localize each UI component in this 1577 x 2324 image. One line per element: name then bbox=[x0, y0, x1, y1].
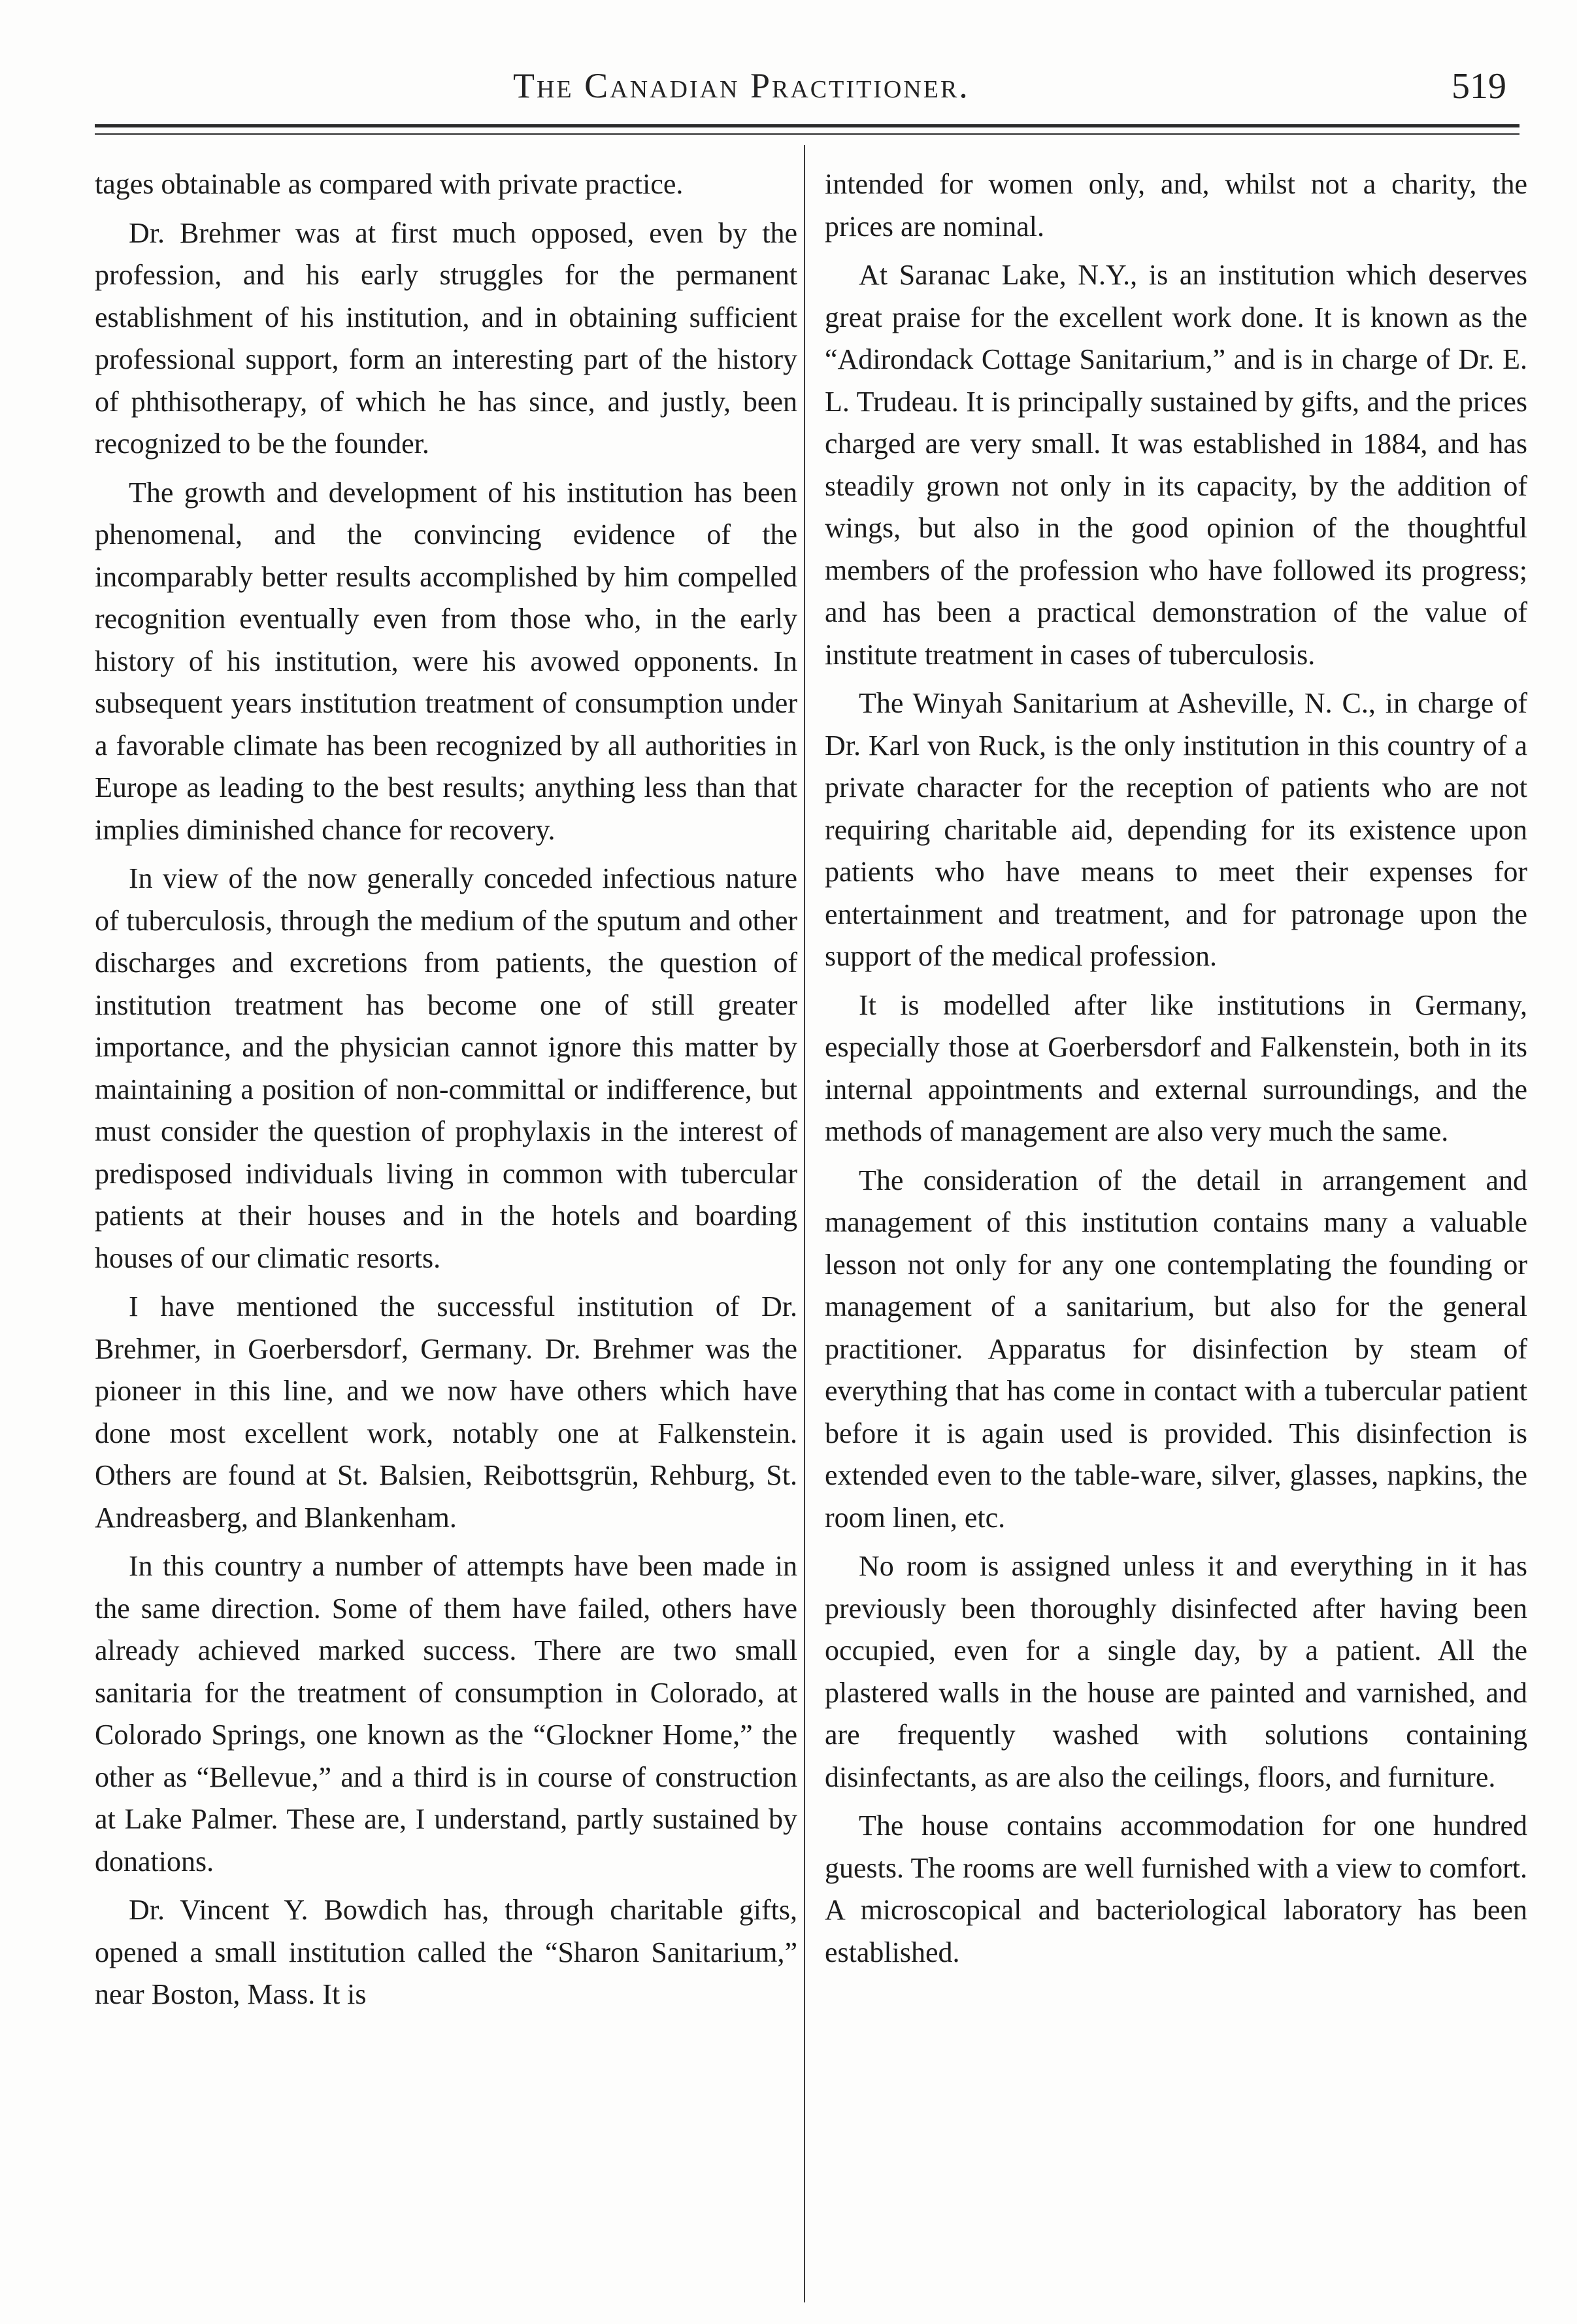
paragraph: Dr. Vincent Y. Bowdich has, through charitable gifts, opened a small institution called the “Sharon Sanitarium,” near Boston, Mass. It is bbox=[95, 1894, 797, 2010]
page-number: 519 bbox=[1452, 66, 1506, 107]
column-divider bbox=[804, 145, 805, 2302]
page-header bbox=[95, 62, 1526, 121]
paragraph: The Winyah Sanitarium at Asheville, N. C., in charge of Dr. Karl von Ruck, is the only institution in this country of a private character for the reception of patients who are not requiring charitable aid, depending for its existence upon patients who have means to meet their expenses for entertainment and treatment, and for patronage upon the support of the medical profession. bbox=[825, 687, 1527, 972]
right-column bbox=[825, 163, 1527, 1980]
paragraph: Dr. Brehmer was at first much opposed, even by the profession, and his early struggles for the permanent establishment of his institution, and in obtaining sufficient professional support, form an interesting part of the history of phthisotherapy, of which he has since, and justly, been recognized to be the founder. bbox=[95, 216, 797, 460]
paragraph: I have mentioned the successful institution of Dr. Brehmer, in Goerbersdorf, Germany. Dr. Brehmer was the pioneer in this line, and we now have others which have done most excellent work, notably one at Falkenstein. Others are found at St. Balsien, Reibottsgrün, Rehburg, St. Andreasberg, and Blankenham. bbox=[95, 1290, 797, 1534]
paragraph: The consideration of the detail in arrangement and management of this institution contains many a valuable lesson not only for any one contemplating the founding or management of a sanitarium, but also for the general practitioner. Apparatus for disinfection by steam of everything that has come in contact with a tubercular patient before it is again used is provided. This disinfection is extended even to the table-ware, silver, glasses, napkins, the room linen, etc. bbox=[825, 1164, 1527, 1534]
paragraph: The growth and development of his institution has been phenomenal, and the convincing evidence of the incomparably better results accomplished by him compelled recognition eventually even from those who, in the early history of his institution, were his avowed opponents. In subsequent years institution treatment of consumption under a favorable climate has been recognized by all authorities in Europe as leading to the best results; anything less than that implies diminished chance for recovery. bbox=[95, 476, 797, 846]
paragraph: In view of the now generally conceded infectious nature of tuberculosis, through the medium of the sputum and other discharges and excretions from patients, the question of institution treatment has become one of still greater importance, and the physician cannot ignore this matter by maintaining a position of non-committal or indifference, but must consider the question of prophylaxis in the interest of predisposed individuals living in common with tubercular patients at their houses and in the hotels and boarding houses of our climatic resorts. bbox=[95, 862, 797, 1274]
header-rule-thick bbox=[95, 124, 1519, 127]
left-column bbox=[95, 163, 797, 2023]
paragraph: At Saranac Lake, N.Y., is an institution which deserves great praise for the excellent work done. It is known as the “Adirondack Cottage Sanitarium,” and is in charge of Dr. E. L. Trudeau. It is principally sustained by gifts, and the prices charged are very small. It was established in 1884, and has steadily grown not only in its capacity, by the addition of wings, but also in the good opinion of the thoughtful members of the profession who have followed its progress; and has been a practical demonstration of the value of institute treatment in cases of tuberculosis. bbox=[825, 259, 1527, 671]
paragraph: It is modelled after like institutions in Germany, especially those at Goerbersdorf and Falkenstein, both in its internal appointments and external surroundings, and the methods of management are also very much the same. bbox=[825, 988, 1527, 1147]
paragraph: No room is assigned unless it and everything in it has previously been thoroughly disinfected after having been occupied, even for a single day, by a patient. All the plastered walls in the house are painted and varnished, and are frequently washed with solutions containing disinfectants, as are also the ceilings, floors, and furniture. bbox=[825, 1550, 1527, 1793]
paragraph: The house contains accommodation for one hundred guests. The rooms are well furnished with a view to comfort. A microscopical and bacteriological laboratory has been established. bbox=[825, 1810, 1527, 1968]
paragraph: In this country a number of attempts have been made in the same direction. Some of them have failed, others have already achieved marked success. There are two small sanitaria for the treatment of consumption in Colorado, at Colorado Springs, one known as the “Glockner Home,” the other as “Bellevue,” and a third is in course of construction at Lake Palmer. These are, I understand, partly sustained by donations. bbox=[95, 1550, 797, 1878]
running-title: The Canadian Practitioner. bbox=[513, 66, 970, 105]
paragraph: tages obtainable as compared with private practice. bbox=[95, 168, 684, 200]
paragraph: intended for women only, and, whilst not a charity, the prices are nominal. bbox=[825, 168, 1527, 243]
header-rule-thin bbox=[95, 133, 1519, 135]
